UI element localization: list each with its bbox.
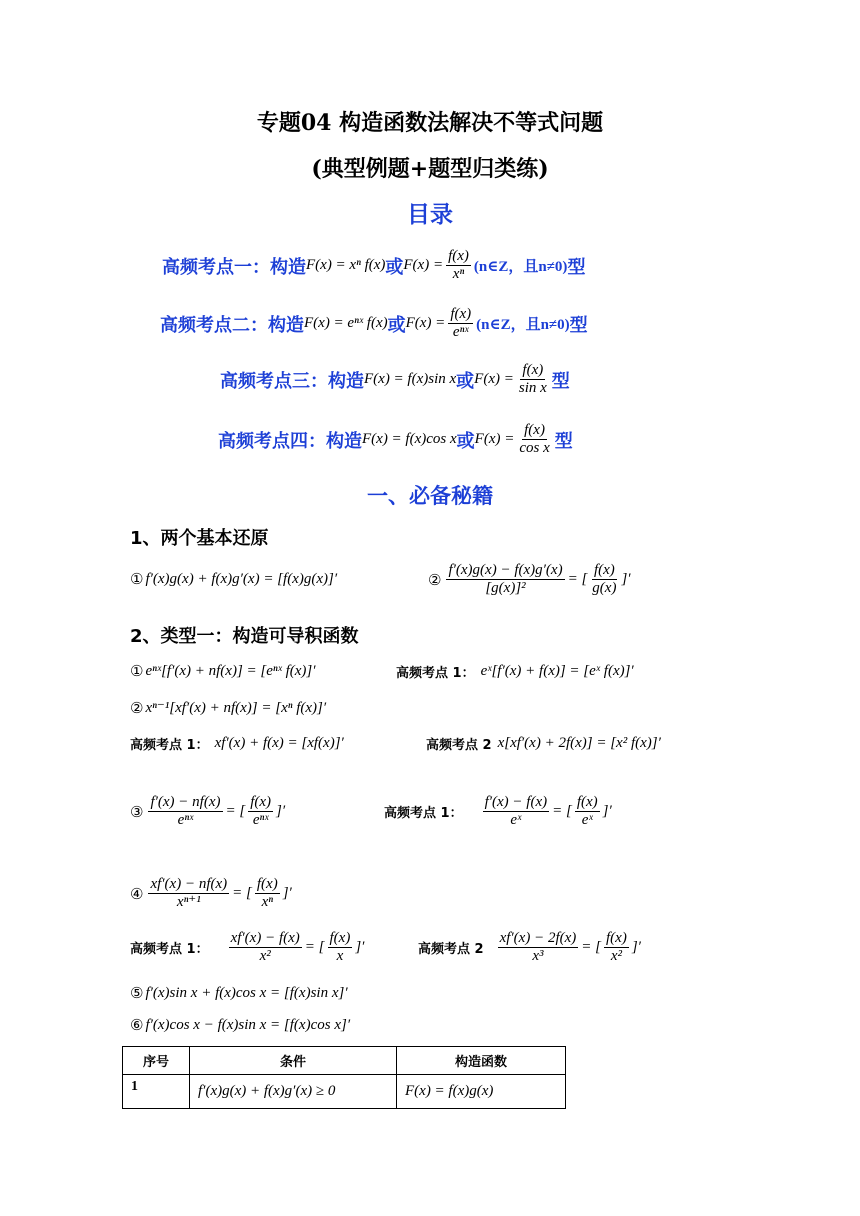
formula-type-2-example-1: 高频考点 1： xf′(x) + f(x) = [xf(x)]′ (130, 735, 344, 753)
toc-item-4-suffix: 型 (554, 430, 573, 452)
subheading-2: 2、类型一：构造可导积函数 (130, 626, 359, 647)
table-header-function: 构造函数 (397, 1047, 566, 1075)
toc-item-1-prefix: 高频考点一：构造 (162, 256, 306, 278)
formula-type-4-example-1: 高频考点 1： $\frac{xf'(x) - f(x)}{\text{x²}}$ = [ $\frac{f(x)}{x}$ ]′ (130, 930, 365, 965)
toc-item-2-lhs: F(x) = (405, 315, 446, 332)
table-cell-condition: f′(x)g(x) + f(x)g′(x) ≥ 0 (190, 1075, 397, 1109)
toc-item-1-formula: F(x) = xⁿ f(x) (306, 257, 386, 274)
toc-item-4-formula: F(x) = f(x)cos x (362, 431, 457, 448)
table-header-condition: 条件 (190, 1047, 397, 1075)
toc-item-3-lhs: F(x) = (474, 371, 514, 388)
toc-item-4-prefix: 高频考点四：构造 (218, 430, 362, 452)
formula-type-6: ⑥ f′(x)cos x − f(x)sin x = [f(x)cos x]′ (130, 1016, 351, 1034)
document-subtitle: (典型例题+题型归类练) (311, 156, 549, 182)
table-cell-index: 1 (123, 1075, 190, 1109)
toc-item-2-or: 或 (387, 314, 406, 336)
toc-item-2-fraction: $\frac{f(x)}{\text{eⁿˣ}}$ (450, 306, 472, 341)
toc-item-3-or: 或 (456, 370, 475, 392)
toc-item-1-suffix: 型 (567, 256, 586, 278)
toc-item-1-cond: (n∈Z，且n≠0) (473, 259, 568, 276)
document-title: 专题04 构造函数法解决不等式问题 (256, 110, 604, 136)
toc-item-3[interactable] (220, 362, 570, 398)
toc-item-1-fraction: $\frac{f(x)}{\text{xⁿ}}$ (448, 248, 469, 283)
formula-basic-1: ① f′(x)g(x) + f(x)g′(x) = [f(x)g(x)]′ (130, 570, 338, 588)
toc-item-2-suffix: 型 (569, 314, 588, 336)
toc-item-2[interactable] (160, 306, 588, 342)
section-heading: 一、必备秘籍 (367, 483, 493, 508)
toc-item-1[interactable] (162, 248, 585, 284)
toc-item-4-fraction: $\frac{f(x)}{\text{cos x}}$ (519, 422, 550, 457)
table-row (123, 1075, 566, 1109)
construction-table (122, 1046, 566, 1109)
toc-item-1-or: 或 (385, 256, 404, 278)
formula-type-2: ② xⁿ⁻¹[xf′(x) + nf(x)] = [xⁿ f(x)]′ (130, 698, 327, 717)
formula-type-4-example-2: 高频考点 2 $\frac{xf'(x) - 2f(x)}{\text{x³}}$ = [ $\frac{f(x)}{\text{x²}}$ ]′ (418, 930, 641, 965)
toc-heading: 目录 (407, 201, 453, 228)
toc-item-3-fraction: $\frac{f(x)}{\text{sin x}}$ (518, 362, 547, 397)
formula-type-1: ① eⁿˣ[f′(x) + nf(x)] = [eⁿˣ f(x)]′ (130, 662, 316, 680)
toc-item-2-prefix: 高频考点二：构造 (160, 314, 304, 336)
toc-item-4[interactable] (218, 422, 573, 458)
formula-basic-2: ② $\frac{f'(x)g(x) - f(x)g'(x)}{\text{[g(x)]²}}$ = [ $\frac{f(x)}{g(x)}$ ]′ (428, 562, 631, 597)
toc-item-3-suffix: 型 (551, 370, 570, 392)
subheading-1: 1、两个基本还原 (130, 528, 269, 549)
table-cell-function: F(x) = f(x)g(x) (397, 1075, 566, 1109)
formula-type-4: ④ $\frac{xf'(x) - nf(x)}{\text{xⁿ⁺¹}}$ = [ $\frac{f(x)}{\text{xⁿ}}$ ]′ (130, 876, 292, 911)
toc-item-2-cond: (n∈Z，且n≠0) (476, 317, 570, 334)
toc-item-3-prefix: 高频考点三：构造 (220, 370, 364, 392)
formula-type-2-example-2: 高频考点 2 x[xf′(x) + 2f(x)] = [x² f(x)]′ (426, 735, 661, 753)
toc-item-1-lhs: F(x) = (403, 257, 444, 274)
toc-item-4-lhs: F(x) = (474, 431, 515, 448)
toc-item-3-formula: F(x) = f(x)sin x (364, 371, 457, 388)
table-header-row (123, 1047, 566, 1075)
formula-type-5: ⑤ f′(x)sin x + f(x)cos x = [f(x)sin x]′ (130, 984, 348, 1002)
formula-type-3: ③ $\frac{f'(x) - nf(x)}{\text{eⁿˣ}}$ = [ $\frac{f(x)}{\text{eⁿˣ}}$ ]′ (130, 794, 286, 829)
table-header-index: 序号 (123, 1047, 190, 1075)
toc-item-2-formula: F(x) = eⁿˣ f(x) (304, 315, 388, 332)
formula-type-3-example: 高频考点 1： $\frac{f'(x) - f(x)}{\text{eˣ}}$ = [ $\frac{f(x)}{\text{eˣ}}$ ]′ (384, 794, 612, 829)
formula-type-1-example: 高频考点 1： eˣ[f′(x) + f(x)] = [eˣ f(x)]′ (396, 663, 634, 681)
toc-item-4-or: 或 (456, 430, 475, 452)
